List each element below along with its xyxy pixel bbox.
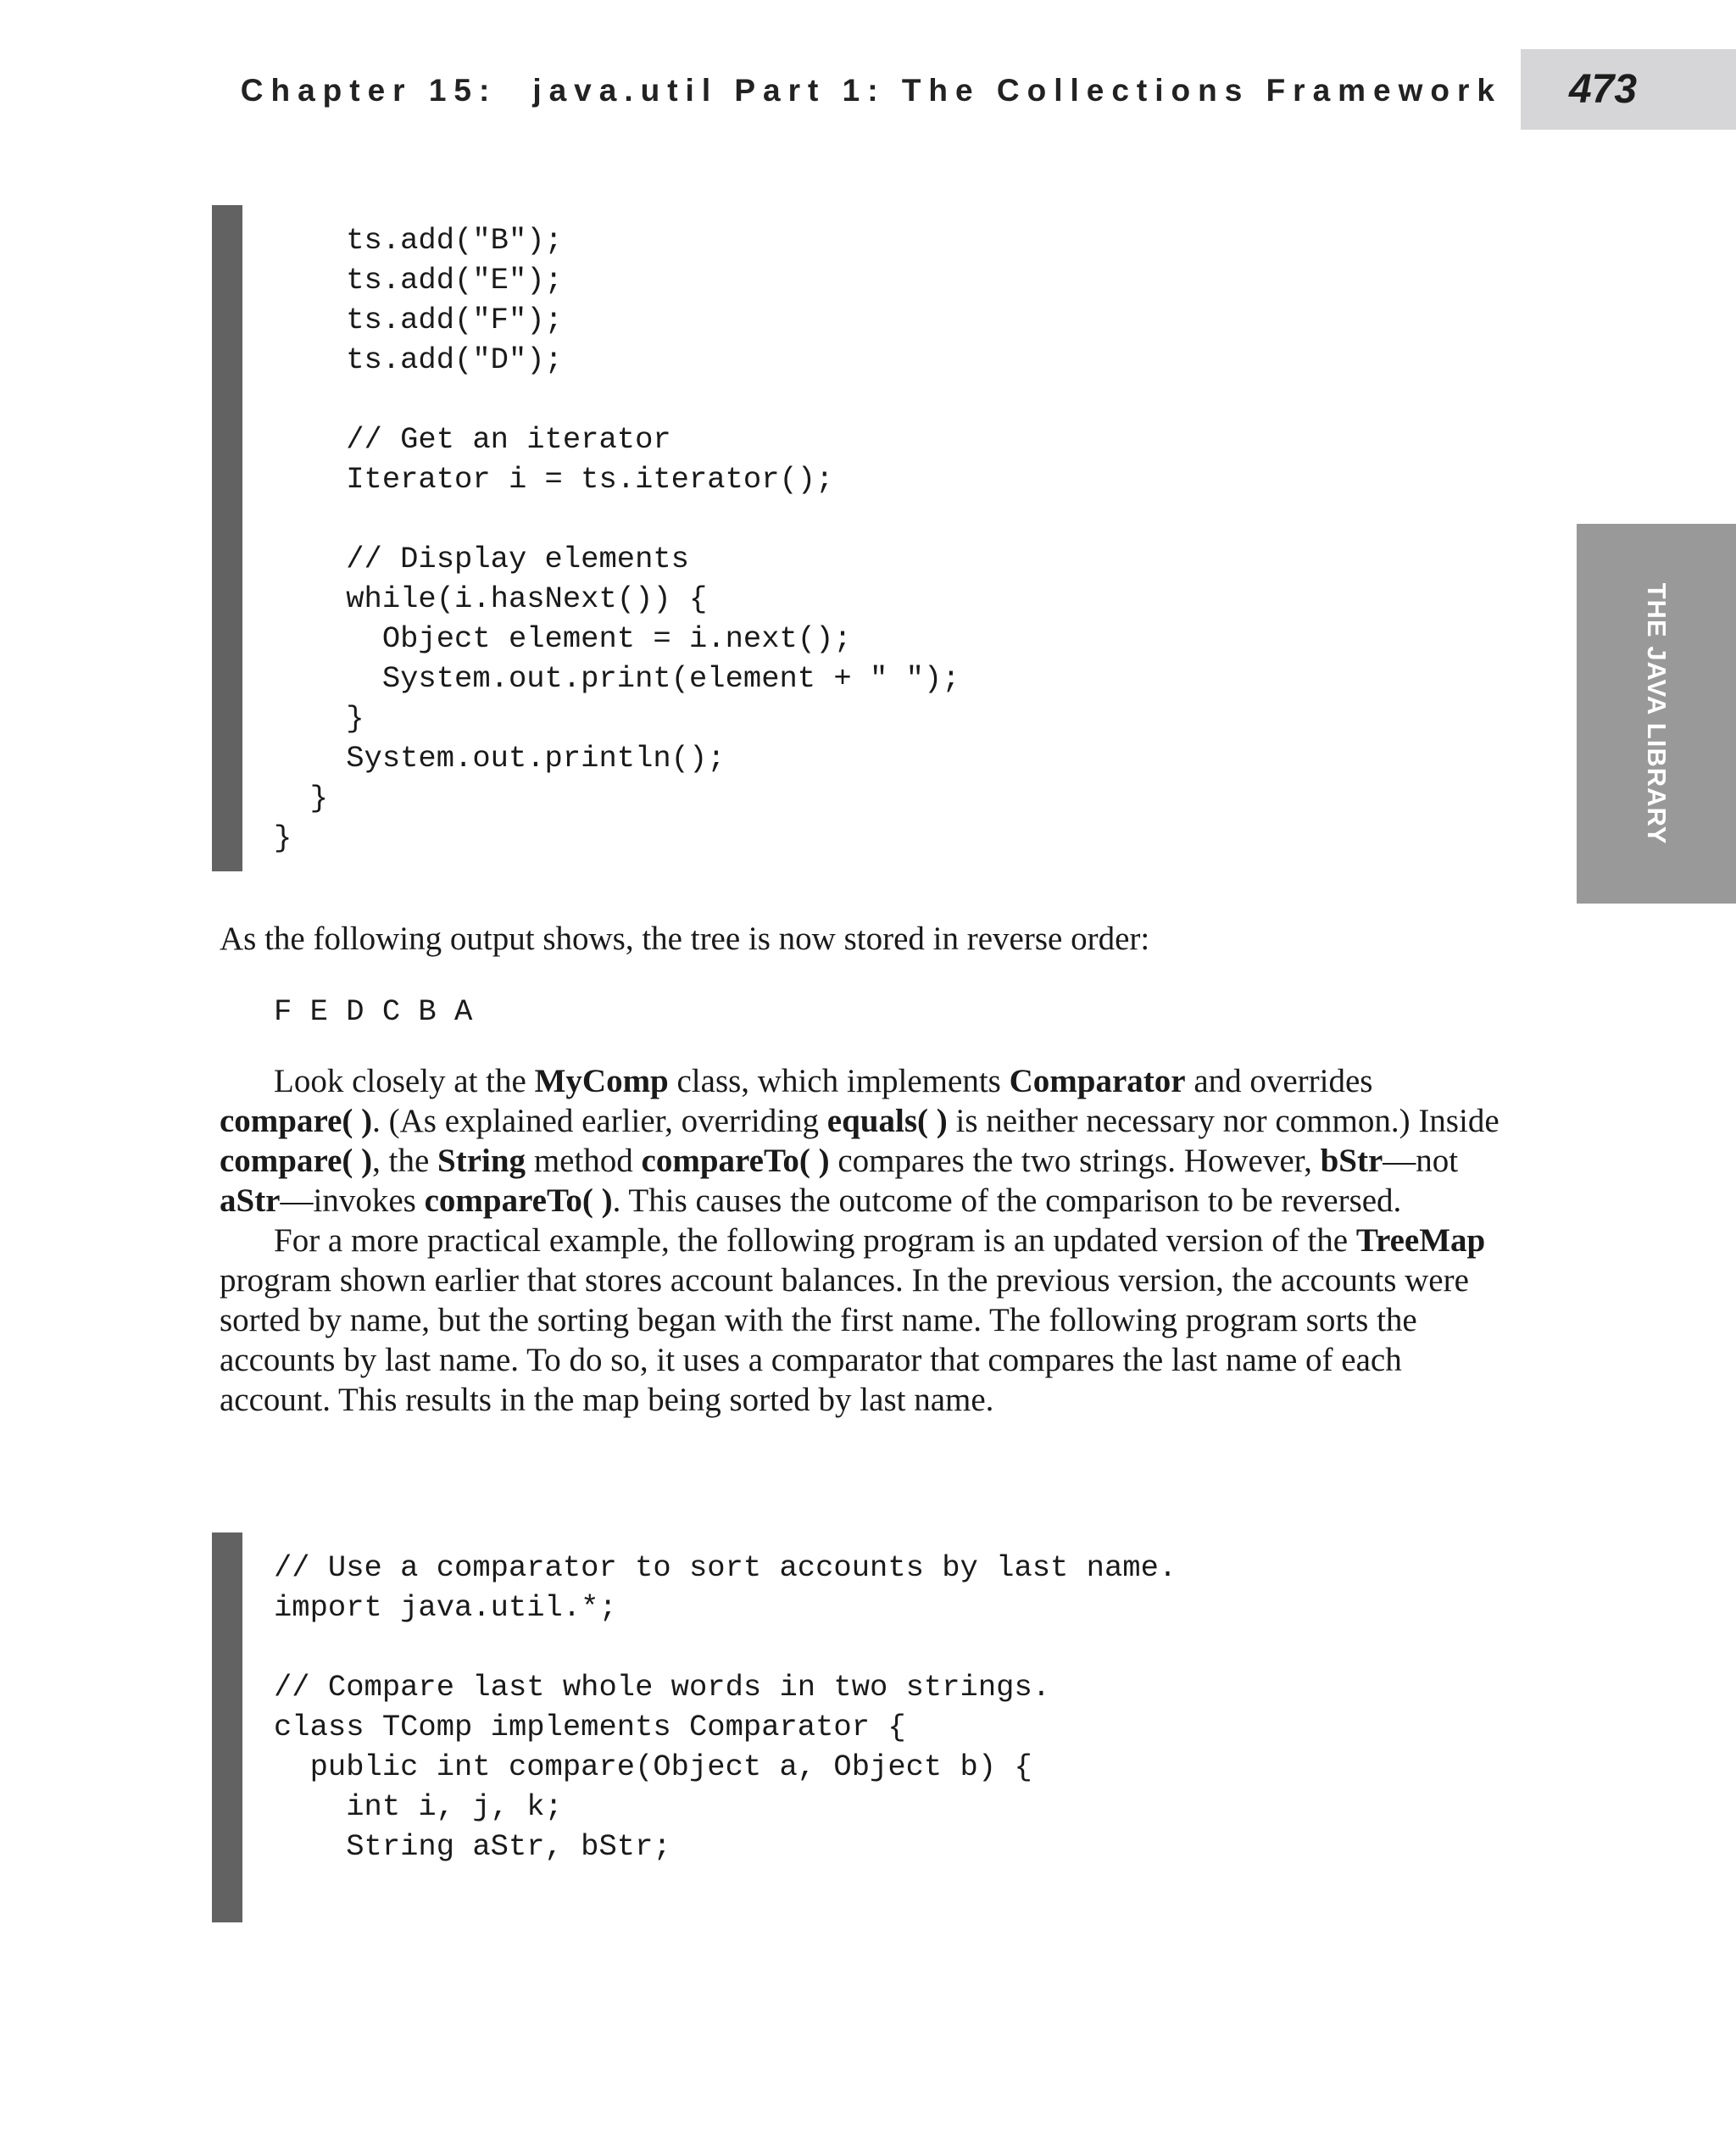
code-term: MyComp [534, 1063, 669, 1099]
code-line: ts.add("D"); [274, 342, 563, 377]
code-line [274, 499, 960, 539]
code-line: } [274, 701, 364, 736]
text-run: and overrides [1185, 1063, 1373, 1099]
body-text [220, 919, 1500, 959]
intro-sentence: As the following output shows, the tree is now stored in reverse order: [220, 921, 1150, 957]
code-line: System.out.print(element + " "); [274, 661, 960, 696]
code-line: // Get an iterator [274, 422, 671, 457]
code-line: String aStr, bStr; [274, 1829, 671, 1864]
code-line: ts.add("B"); [274, 223, 563, 258]
text-run: For a more practical example, the following program is an updated version of the [274, 1222, 1356, 1259]
text-run: class, which implements [668, 1063, 1010, 1099]
code-term: String [437, 1143, 526, 1179]
code-line: public int compare(Object a, Object b) { [274, 1749, 1032, 1784]
code-term: compareTo( ) [641, 1143, 830, 1179]
code-line [274, 1627, 1177, 1667]
code-term: compare( ) [220, 1103, 373, 1139]
text-run: . This causes the outcome of the comparison to be reversed. [612, 1182, 1402, 1219]
code-line [274, 380, 960, 420]
code-term: compare( ) [220, 1143, 373, 1179]
code-line: // Display elements [274, 542, 689, 576]
code-line: ts.add("E"); [274, 263, 563, 298]
code-listing-1 [274, 220, 960, 858]
code-line: } [274, 820, 292, 855]
text-run: —invokes [280, 1182, 425, 1219]
code-line: int i, j, k; [274, 1789, 563, 1824]
chapter-number: Chapter 15: [240, 73, 498, 108]
text-run: method [526, 1143, 642, 1179]
code-line: // Use a comparator to sort accounts by last name. [274, 1550, 1177, 1585]
text-run: is neither necessary nor common.) Inside [947, 1103, 1500, 1139]
code-line: class TComp implements Comparator { [274, 1710, 906, 1744]
code-term: equals( ) [826, 1103, 948, 1139]
code-term: TreeMap [1355, 1222, 1486, 1259]
section-tab-label: THE JAVA LIBRARY [1642, 582, 1672, 845]
program-output: F E D C B A [274, 994, 473, 1029]
code-block-bar [212, 1532, 242, 1922]
code-line: System.out.println(); [274, 741, 726, 776]
code-line: // Compare last whole words in two strings. [274, 1670, 1051, 1705]
page-number-box [1521, 49, 1736, 130]
code-line: ts.add("F"); [274, 303, 563, 337]
code-term: compareTo( ) [424, 1182, 613, 1219]
chapter-title: java.util Part 1: The Collections Framework [532, 73, 1502, 108]
code-line: import java.util.*; [274, 1590, 617, 1625]
code-line: Iterator i = ts.iterator(); [274, 462, 834, 497]
text-run: Look closely at the [274, 1063, 535, 1099]
code-term: bStr [1320, 1143, 1383, 1179]
text-run: —not [1383, 1143, 1459, 1179]
text-run: , the [372, 1143, 438, 1179]
code-line: while(i.hasNext()) { [274, 581, 708, 616]
body-paragraphs [220, 1061, 1500, 1420]
paragraph-mycomp [220, 1061, 1500, 1221]
code-block-bar [212, 205, 242, 871]
code-line: } [274, 781, 328, 815]
section-tab [1577, 524, 1736, 904]
running-header [0, 70, 1502, 112]
code-term: aStr [220, 1182, 281, 1219]
paragraph-treemap [220, 1221, 1500, 1420]
text-run: program shown earlier that stores account balances. In the previous version, the accounts were sorted by name, but the sorting began with the first name. The following program sorts the accounts by last name. To do so, it uses a comparator that compares the last name of each account. This results in the map being sorted by last name. [220, 1262, 1469, 1418]
code-line: Object element = i.next(); [274, 621, 852, 656]
text-run: compares the two strings. However, [829, 1143, 1321, 1179]
text-run: . (As explained earlier, overriding [372, 1103, 827, 1139]
code-listing-2 [274, 1548, 1177, 1866]
code-term: Comparator [1009, 1063, 1186, 1099]
page-number: 473 [1568, 67, 1638, 112]
